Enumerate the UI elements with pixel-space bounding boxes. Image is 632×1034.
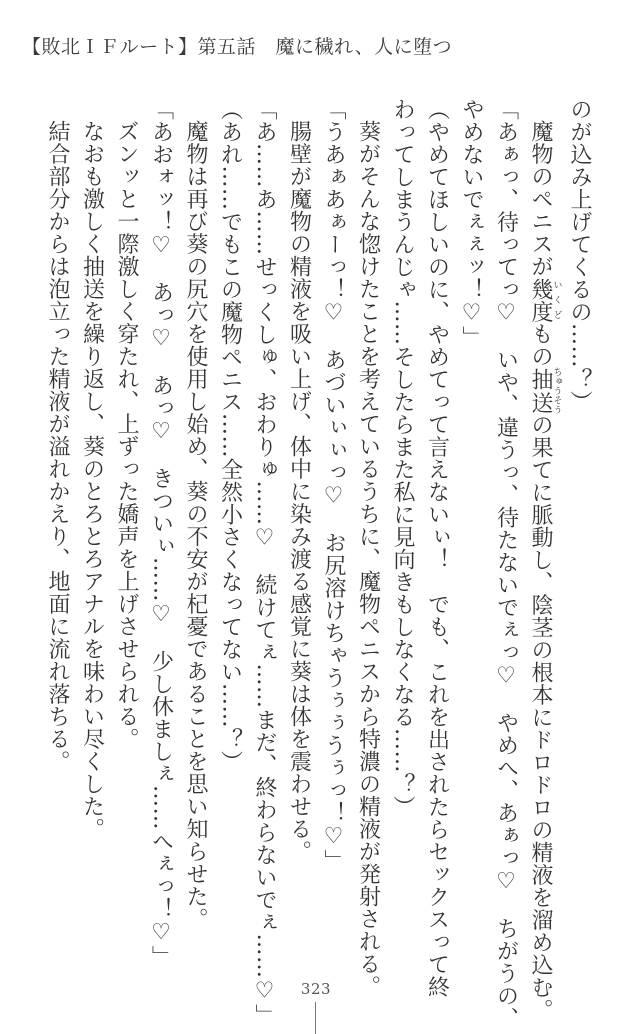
thought-line: （あれ……でもこの魔物ペニス……全然小さくなってない……？） [217,98,243,773]
thought-line: （やめてほしいのに、やめてって言えないぃ！ でも、これを出されたらセックスって終 [424,98,450,998]
text-line: のが込み上げてくるの……？） [567,98,592,413]
dialogue-line: 「あぁっ、待ってっ♡ いや、違うっ、待たないでぇっ♡ やめへ、あぁっ♡ ちがうの、 [493,98,519,1030]
chapter-header: 【敗北ＩＦルート】第五話 魔に穢れ、人に堕つ [22,36,453,58]
page-number: 323 [300,980,332,998]
text-line: 魔物は再び葵の尻穴を使用し始め、葵の不安が杞憂であることを思い知らせた。 [183,120,208,930]
dialogue-line: 「あ……あ……せっくしゅ、おわりゅ……♡ 続けてぇ……まだ、終わらないでぇ……♡」 [252,98,277,1027]
dialogue-line: 「うあぁあぁーっ！♡ あづいぃぃっ♡ お尻溶けちゃうぅぅうぅっ！♡」 [321,98,346,872]
dialogue-line: 「あおォッ！♡ あっ♡ あっ♡ きついぃ……♡ 少し休ましぇ……へぇっ！♡」 [148,98,174,968]
text-line: 結合部分からは泡立った精液が溢れかえり、地面に流れ落ちる。 [45,120,70,773]
text-line: なおも激しく抽送を繰り返し、葵のとろとろアナルを味わい尽くした。 [79,120,105,840]
thought-line: わってしまうんじゃ……そしたらまた私に見向きもしなくなる……？） [390,98,415,818]
text-line: 葵がそんな惚けたことを考えているうちに、魔物ペニスから特濃の精液が発射される。 [355,120,381,998]
text-line: 腸壁が魔物の精液を吸い上げ、体中に染み渡る感覚に葵は体を震わせる。 [286,120,312,863]
text-line: ズンッと一際激しく穿たれ、上ずった嬌声を上げさせられる。 [114,120,139,750]
dialogue-line: やめないでぇぇッ！♡」 [459,98,484,349]
text-line: 魔物のペニスが幾度いくどもの抽送ちゅうそうの果てに脈動し、陰茎の根本にドロドロの精液を溜め込む。 [528,120,562,1022]
page-divider-line [315,1002,316,1034]
